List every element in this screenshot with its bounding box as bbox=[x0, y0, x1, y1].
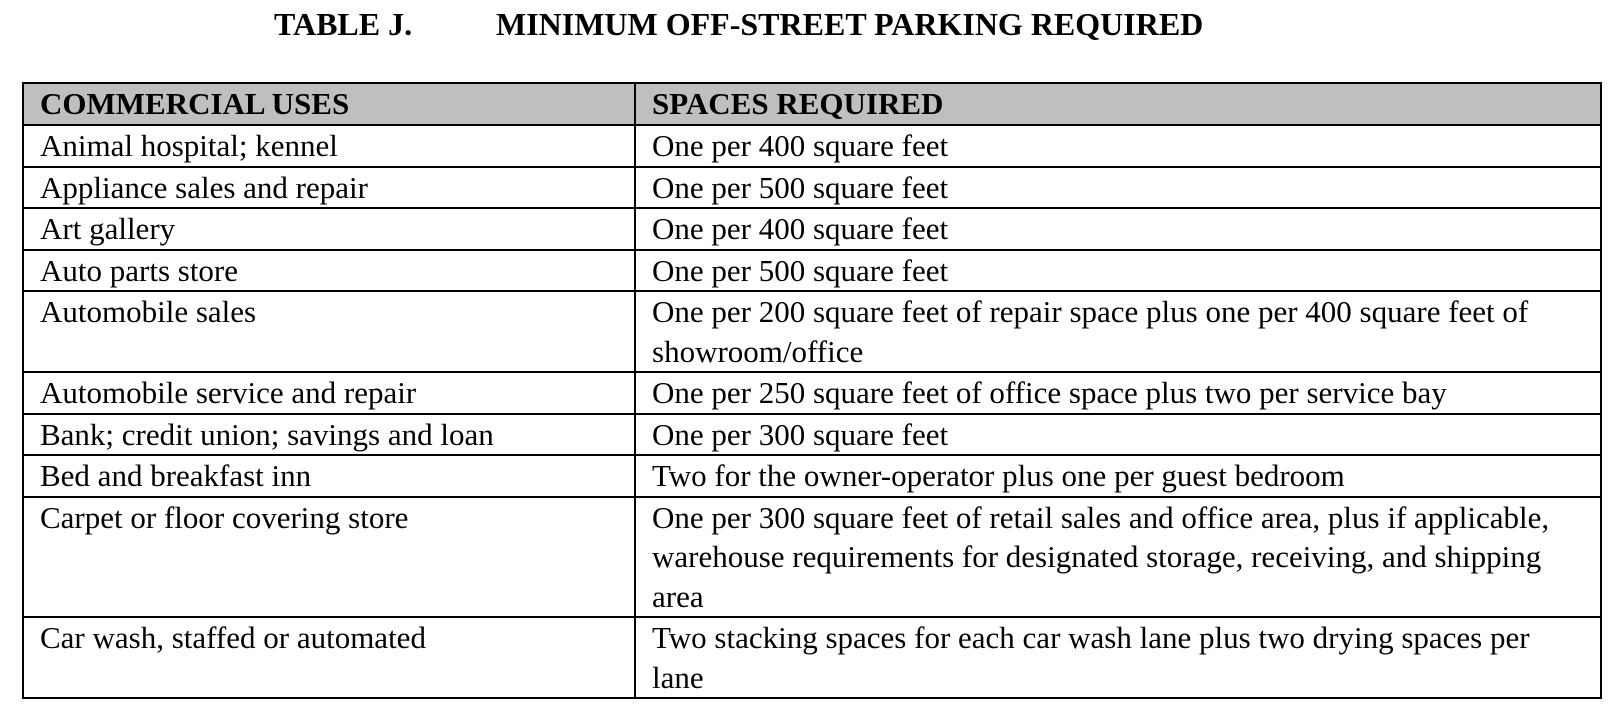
table-row bbox=[23, 250, 1601, 292]
parking-requirements-table bbox=[22, 82, 1602, 699]
table-number: TABLE J. bbox=[274, 6, 413, 42]
use-cell: Automobile sales bbox=[23, 291, 635, 372]
use-cell: Appliance sales and repair bbox=[23, 167, 635, 209]
table-title bbox=[0, 4, 1612, 44]
spaces-cell: One per 300 square feet bbox=[635, 414, 1601, 456]
use-cell: Animal hospital; kennel bbox=[23, 125, 635, 167]
spaces-cell: One per 500 square feet bbox=[635, 167, 1601, 209]
spaces-cell: One per 300 square feet of retail sales and office area, plus if applicable, warehouse requirements for designated storage, receiving, and shipping area bbox=[635, 497, 1601, 618]
table-row bbox=[23, 167, 1601, 209]
spaces-cell: One per 500 square feet bbox=[635, 250, 1601, 292]
use-cell: Bank; credit union; savings and loan bbox=[23, 414, 635, 456]
header-commercial-uses: COMMERCIAL USES bbox=[23, 83, 635, 125]
spaces-cell: One per 250 square feet of office space plus two per service bay bbox=[635, 372, 1601, 414]
spaces-cell: One per 400 square feet bbox=[635, 208, 1601, 250]
table-name: MINIMUM OFF-STREET PARKING REQUIRED bbox=[496, 6, 1204, 42]
table-row bbox=[23, 414, 1601, 456]
use-cell: Automobile service and repair bbox=[23, 372, 635, 414]
header-row bbox=[23, 83, 1601, 125]
spaces-cell: One per 400 square feet bbox=[635, 125, 1601, 167]
spaces-cell: One per 200 square feet of repair space plus one per 400 square feet of showroom/office bbox=[635, 291, 1601, 372]
table-row bbox=[23, 372, 1601, 414]
use-cell: Carpet or floor covering store bbox=[23, 497, 635, 618]
use-cell: Art gallery bbox=[23, 208, 635, 250]
table-row bbox=[23, 455, 1601, 497]
table-row bbox=[23, 291, 1601, 372]
table-row bbox=[23, 497, 1601, 618]
header-spaces-required: SPACES REQUIRED bbox=[635, 83, 1601, 125]
table-row bbox=[23, 617, 1601, 698]
use-cell: Car wash, staffed or automated bbox=[23, 617, 635, 698]
spaces-cell: Two stacking spaces for each car wash lane plus two drying spaces per lane bbox=[635, 617, 1601, 698]
table-row bbox=[23, 208, 1601, 250]
spaces-cell: Two for the owner-operator plus one per guest bedroom bbox=[635, 455, 1601, 497]
use-cell: Auto parts store bbox=[23, 250, 635, 292]
table-row bbox=[23, 125, 1601, 167]
use-cell: Bed and breakfast inn bbox=[23, 455, 635, 497]
